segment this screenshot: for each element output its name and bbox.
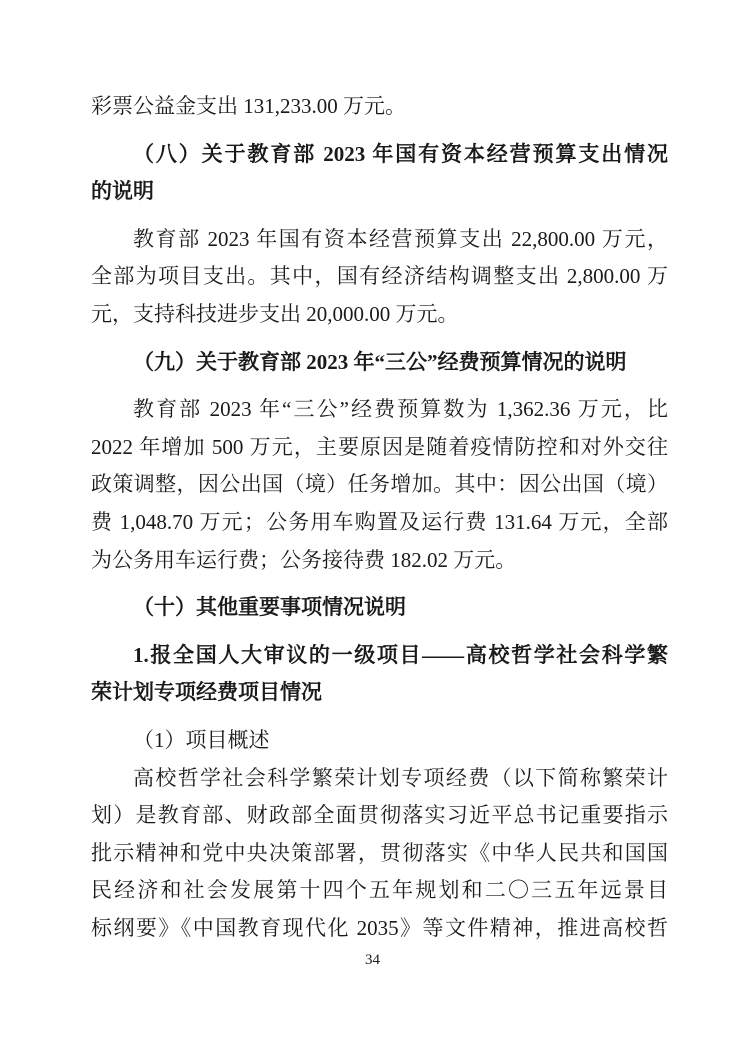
paragraph — [91, 391, 668, 579]
paragraph — [91, 221, 668, 334]
text-line: 教育部 2023 年“三公”经费预算数为 1,362.36 万元，比 — [133, 397, 668, 422]
paragraph — [91, 760, 668, 948]
text-line: 费 1,048.70 万元；公务用车购置及运行费 131.64 万元，全部 — [91, 509, 668, 534]
section-heading — [91, 344, 668, 382]
text-line: 2022 年增加 500 万元，主要原因是随着疫情防控和对外交往 — [91, 434, 668, 459]
text-line: 全部为项目支出。其中，国有经济结构调整支出 2,800.00 万 — [91, 264, 668, 289]
text-line: 彩票公益金支出 131,233.00 万元。 — [91, 94, 406, 118]
text-line: 划）是教育部、财政部全面贯彻落实习近平总书记重要指示 — [91, 803, 668, 828]
page-number: 34 — [365, 952, 380, 968]
text-line: 标纲要》《中国教育现代化 2035》等文件精神，推进高校哲 — [91, 915, 668, 940]
text-line: （十）其他重要事项情况说明 — [133, 595, 406, 620]
text-line: 高校哲学社会科学繁荣计划专项经费（以下简称繁荣计 — [133, 765, 668, 790]
page-footer — [0, 951, 745, 969]
text-line: 元，支持科技进步支出 20,000.00 万元。 — [91, 301, 459, 326]
section-heading — [91, 136, 668, 211]
paragraph — [91, 722, 668, 760]
text-line: （八）关于教育部 2023 年国有资本经营预算支出情况 — [133, 141, 668, 166]
page-content — [91, 88, 668, 947]
text-line: 1.报全国人大审议的一级项目——高校哲学社会科学繁 — [133, 642, 668, 667]
text-line: 教育部 2023 年国有资本经营预算支出 22,800.00 万元， — [133, 226, 668, 251]
paragraph — [91, 88, 668, 126]
text-line: 批示精神和党中央决策部署，贯彻落实《中华人民共和国国 — [91, 840, 668, 865]
text-line: 民经济和社会发展第十四个五年规划和二〇三五年远景目 — [91, 878, 668, 903]
text-line: 政策调整，因公出国（境）任务增加。其中：因公出国（境） — [91, 472, 668, 497]
text-line: 荣计划专项经费项目情况 — [91, 680, 322, 705]
section-heading — [91, 589, 668, 627]
text-line: （九）关于教育部 2023 年“三公”经费预算情况的说明 — [133, 349, 627, 374]
text-line: （1）项目概述 — [133, 727, 270, 752]
text-line: 的说明 — [91, 179, 154, 204]
section-heading — [91, 637, 668, 712]
text-line: 为公务用车运行费；公务接待费 182.02 万元。 — [91, 547, 517, 572]
